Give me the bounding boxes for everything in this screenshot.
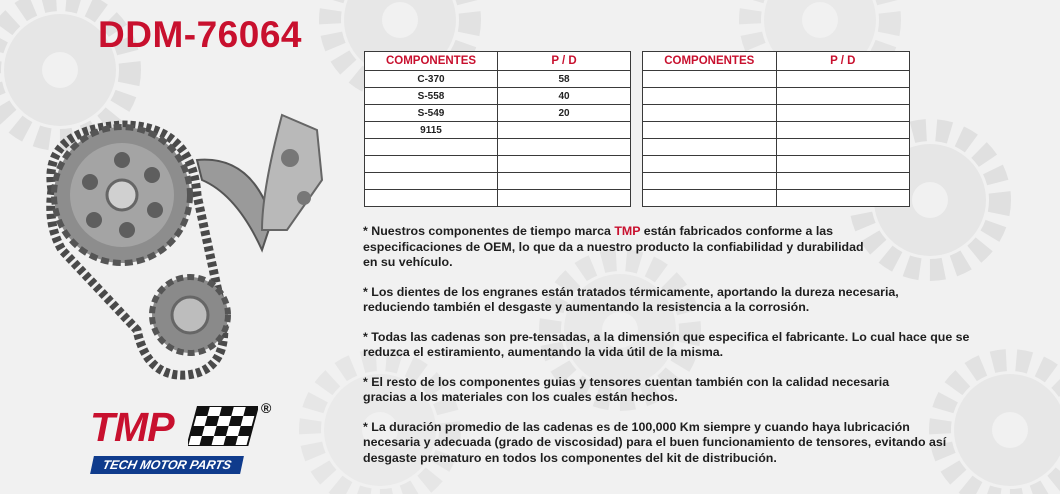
cell-component bbox=[643, 122, 777, 139]
tmp-logo bbox=[90, 400, 290, 480]
cell-component bbox=[643, 88, 777, 105]
cell-pd: 58 bbox=[498, 71, 631, 88]
logo-brand: TMP bbox=[90, 404, 174, 450]
part-code-title: DDM-76064 bbox=[98, 14, 302, 55]
table-row bbox=[365, 190, 631, 207]
table-row bbox=[365, 156, 631, 173]
table-row bbox=[643, 173, 910, 190]
cell-pd bbox=[776, 71, 910, 88]
table-row bbox=[365, 139, 631, 156]
note-oem-rest: están fabricados conforme a las especificaciones de OEM, lo que da a nuestro producto la confiabilidad y durabilidad en su vehículo. bbox=[363, 224, 864, 269]
table-row bbox=[643, 156, 910, 173]
checkered-flag-icon bbox=[188, 406, 258, 446]
cell-pd: 40 bbox=[498, 88, 631, 105]
table-row bbox=[365, 122, 631, 139]
note-gears: * Los dientes de los engranes están tratados térmicamente, aportando la dureza necesaria, reduciendo también el desgaste y aumentando la resistencia a la corrosión. bbox=[363, 284, 899, 314]
cell-component bbox=[643, 173, 777, 190]
cell-component bbox=[643, 105, 777, 122]
product-notes bbox=[363, 224, 1053, 480]
cell-component: S-549 bbox=[365, 105, 498, 122]
table-row bbox=[365, 88, 631, 105]
cell-component bbox=[643, 139, 777, 156]
cell-pd bbox=[498, 156, 631, 173]
table-row bbox=[643, 190, 910, 207]
cell-pd bbox=[498, 122, 631, 139]
note-chains: * Todas las cadenas son pre-tensadas, a la dimensión que especifica el fabricante. Lo cual hace que se reduzca el estiramiento, aumentando la vida útil de la misma. bbox=[363, 329, 970, 359]
cell-pd bbox=[776, 122, 910, 139]
cell-component: C-370 bbox=[365, 71, 498, 88]
table-row bbox=[365, 71, 631, 88]
note-oem bbox=[363, 224, 1053, 271]
cell-pd bbox=[776, 88, 910, 105]
cell-pd bbox=[776, 105, 910, 122]
note-guides: * El resto de los componentes guias y tensores cuentan también con la calidad necesaria gracias a los materiales con los cuales están hechos. bbox=[363, 374, 890, 404]
cell-component bbox=[643, 190, 777, 207]
cell-pd bbox=[498, 139, 631, 156]
header-componentes: COMPONENTES bbox=[365, 52, 498, 71]
cell-pd bbox=[776, 173, 910, 190]
cell-pd bbox=[498, 190, 631, 207]
table-row bbox=[643, 122, 910, 139]
timing-chain-kit-image bbox=[22, 100, 352, 390]
cell-component bbox=[365, 173, 498, 190]
cell-pd bbox=[776, 156, 910, 173]
brand-inline: TMP bbox=[614, 224, 641, 238]
header-pd: P / D bbox=[776, 52, 910, 71]
note-oem-intro: * Nuestros componentes de tiempo marca bbox=[363, 224, 615, 238]
cell-component: 9115 bbox=[365, 122, 498, 139]
table-row bbox=[643, 88, 910, 105]
cell-pd bbox=[498, 173, 631, 190]
cell-component bbox=[365, 139, 498, 156]
cell-pd bbox=[776, 139, 910, 156]
table-row bbox=[365, 105, 631, 122]
logo-tagline: TECH MOTOR PARTS bbox=[90, 456, 244, 474]
cell-pd: 20 bbox=[498, 105, 631, 122]
cell-component: S-558 bbox=[365, 88, 498, 105]
cell-pd bbox=[776, 190, 910, 207]
table-row bbox=[643, 71, 910, 88]
header-pd: P / D bbox=[498, 52, 631, 71]
cell-component bbox=[643, 156, 777, 173]
registered-mark: ® bbox=[261, 400, 272, 416]
cell-component bbox=[365, 190, 498, 207]
header-componentes: COMPONENTES bbox=[643, 52, 777, 71]
note-duration: * La duración promedio de las cadenas es de 100,000 Km siempre y cuando haya lubricación necesaria y adecuada (grado de viscosidad) para el buen funcionamiento de tensores, evitando así desgaste prematuro en todos los componentes del kit de distribución. bbox=[363, 419, 947, 465]
table-row bbox=[643, 105, 910, 122]
components-table-left bbox=[364, 51, 631, 207]
components-table-right bbox=[642, 51, 910, 207]
cell-component bbox=[365, 156, 498, 173]
table-row bbox=[643, 139, 910, 156]
cell-component bbox=[643, 71, 777, 88]
table-row bbox=[365, 173, 631, 190]
